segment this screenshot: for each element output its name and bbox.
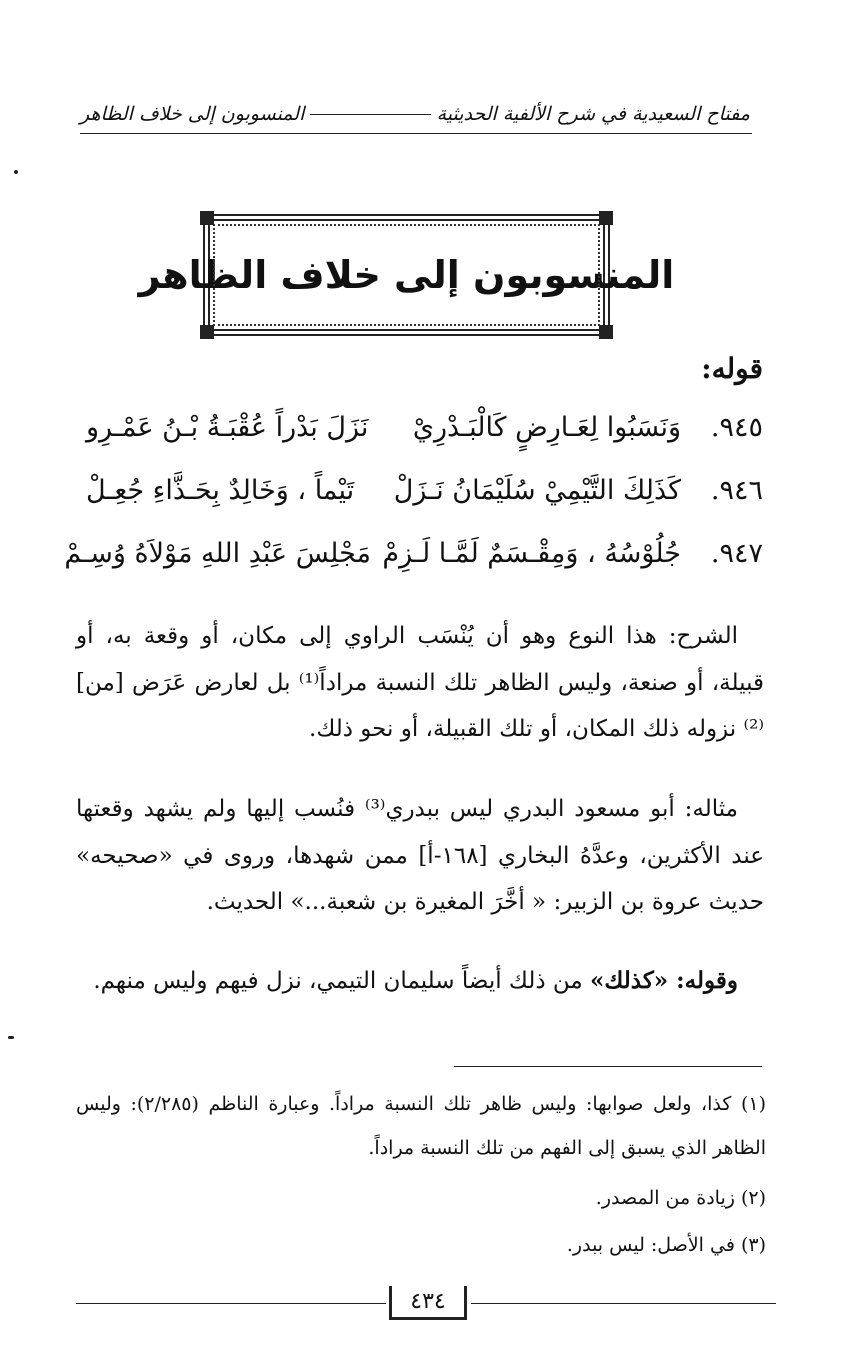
running-header-rule [310,114,430,115]
verse-second-hemistich [86,412,371,443]
frame-ornament-corner [599,325,613,339]
verse-first-hemistich: كَذَلِكَ التَّيْمِيْ سُلَيْمَانُ نَـزَلْ [393,475,681,506]
footer-rule [471,1303,776,1304]
footnote: (٣) في الأصل: ليس ببدر. [566,1234,766,1256]
frame-ornament-corner [599,211,613,225]
verse-line [64,538,763,588]
verse-second-hemistich-text: نَزَلَ بَدْراً عُقْبَـةُ بْـنُ عَمْـرِو [86,412,369,443]
page-footer [76,1284,776,1324]
footnote: (٢) زيادة من المصدر. [595,1187,766,1209]
commentary-paragraph: الشرح: هذا النوع وهو أن يُنْسَب الراوي إلى مكان، أو وقعة به، أو قبيلة، أو صنعة، وليس الظاهر تلك النسبة مراداً⁽¹⁾ بل لعارض عَرَض [من]⁽²⁾ نزوله ذلك المكان، أو تلك القبيلة، أو نحو ذلك. [76,623,765,742]
quoted-verse-label: وقوله: «كذلك» [590,967,738,994]
footer-rule [76,1303,386,1304]
verse-second-hemistich-text: تَيْماً ، وَخَالِدٌ بِحَـذَّاءِ جُعِـلْ [86,475,355,506]
commentary-text: من ذلك أيضاً سليمان التيمي، نزل فيهم وليس منهم. [93,968,591,994]
verse-second-hemistich [64,538,371,569]
running-header-book-title: مفتاح السعيدية في شرح الألفية الحديثية [436,103,750,125]
commentary-paragraph [76,958,764,1005]
scan-speck [14,170,18,174]
frame-ornament-corner [200,211,214,225]
verse-first-hemistich: وَنَسَبُوا لِعَـارِضٍ كَالْبَـدْرِيْ [412,412,681,443]
verse-second-hemistich-text: مَجْلِسَ عَبْدِ اللهِ مَوْلاَهُ وُسِـمْ [64,538,371,569]
footnote-divider [454,1066,762,1067]
verse-line [70,412,763,462]
verse-number: ٩٤٥. [710,412,763,443]
section-title-frame [138,214,675,336]
example-paragraph: مثاله: أبو مسعود البدري ليس ببدري⁽³⁾ فنُسب إليها ولم يشهد وقعتها عند الأكثرين، وعدَّهُ البخاري [١٦٨-أ] ممن شهدها، وروى في «صحيحه» حديث عروة بن الزبير: « أخَّرَ المغيرة بن شعبة...» الحديث. [76,796,764,915]
header-divider [80,133,752,134]
verse-intro: قوله: [701,352,763,385]
section-title: المنسوبون إلى خلاف الظاهر [138,253,675,297]
running-header [80,96,750,132]
scan-speck [8,1036,14,1039]
page-number: ٤٣٤ [389,1286,467,1320]
verse-line [70,475,763,525]
verse-first-hemistich: جُلُوْسُهُ ، وَمِقْـسَمٌ لَمَّـا لَـزِمْ [382,538,681,569]
verse-second-hemistich [86,475,371,506]
verse-number: ٩٤٦. [710,475,763,506]
running-header-chapter-title: المنسوبون إلى خلاف الظاهر [80,103,305,125]
footnote: (١) كذا، ولعل صوابها: وليس ظاهر تلك النسبة مراداً. وعبارة الناظم (٢/٢٨٥): وليس الظاهر الذي يسبق إلى الفهم من تلك النسبة مراداً. [76,1093,766,1159]
verse-number: ٩٤٧. [710,538,763,569]
frame-ornament-corner [200,325,214,339]
